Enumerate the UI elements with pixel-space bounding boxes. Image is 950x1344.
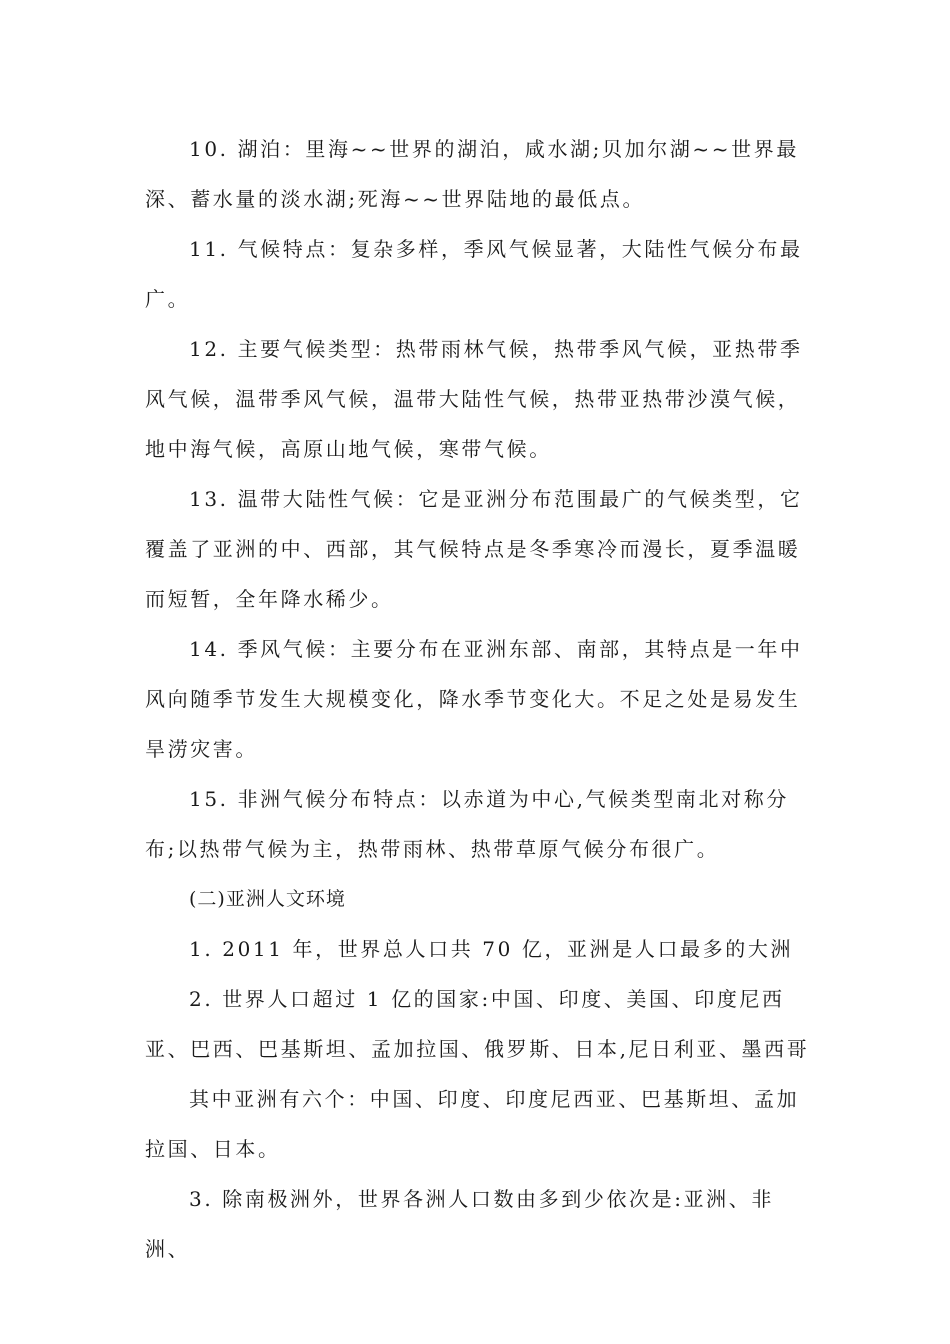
paragraph-climate-types: 12. 主要气候类型：热带雨林气候，热带季风气候，亚热带季风气候，温带季风气候，温带大陆性气候，热带亚热带沙漠气候，地中海气候，高原山地气候，寒带气候。 [145,337,803,461]
paragraph-continental-climate: 13. 温带大陆性气候：它是亚洲分布范围最广的气候类型，它覆盖了亚洲的中、西部，其气候特点是冬季寒冷而漫长，夏季温暖而短暂，全年降水稀少。 [145,487,803,611]
paragraph-asia-countries-note: 其中亚洲有六个：中国、印度、印度尼西亚、巴基斯坦、孟加拉国、日本。 [145,1087,800,1161]
section-heading: (二)亚洲人文环境 [189,888,346,910]
paragraph-populous-countries: 2. 世界人口超过 1 亿的国家:中国、印度、美国、印度尼西亚、巴西、巴基斯坦、孟加拉国、俄罗斯、日本,尼日利亚、墨西哥 [145,987,810,1061]
paragraph-population-2011: 1. 2011 年，世界总人口共 70 亿，亚洲是人口最多的大洲 [189,937,794,961]
paragraph-africa-climate: 15. 非洲气候分布特点：以赤道为中心,气候类型南北对称分布;以热带气候为主，热带雨林、热带草原气候分布很广。 [145,787,789,861]
paragraph-climate-features: 11. 气候特点：复杂多样，季风气候显著，大陆性气候分布最广。 [145,237,803,311]
paragraph-lakes: 10. 湖泊：里海~~世界的湖泊，咸水湖;贝加尔湖~~世界最深、蓄水量的淡水湖;死海~~世界陆地的最低点。 [145,137,799,211]
paragraph-continent-ranking: 3. 除南极洲外，世界各洲人口数由多到少依次是:亚洲、非洲、 [145,1187,774,1261]
paragraph-monsoon-climate: 14. 季风气候：主要分布在亚洲东部、南部，其特点是一年中风向随季节发生大规模变化，降水季节变化大。不足之处是易发生旱涝灾害。 [145,637,803,761]
